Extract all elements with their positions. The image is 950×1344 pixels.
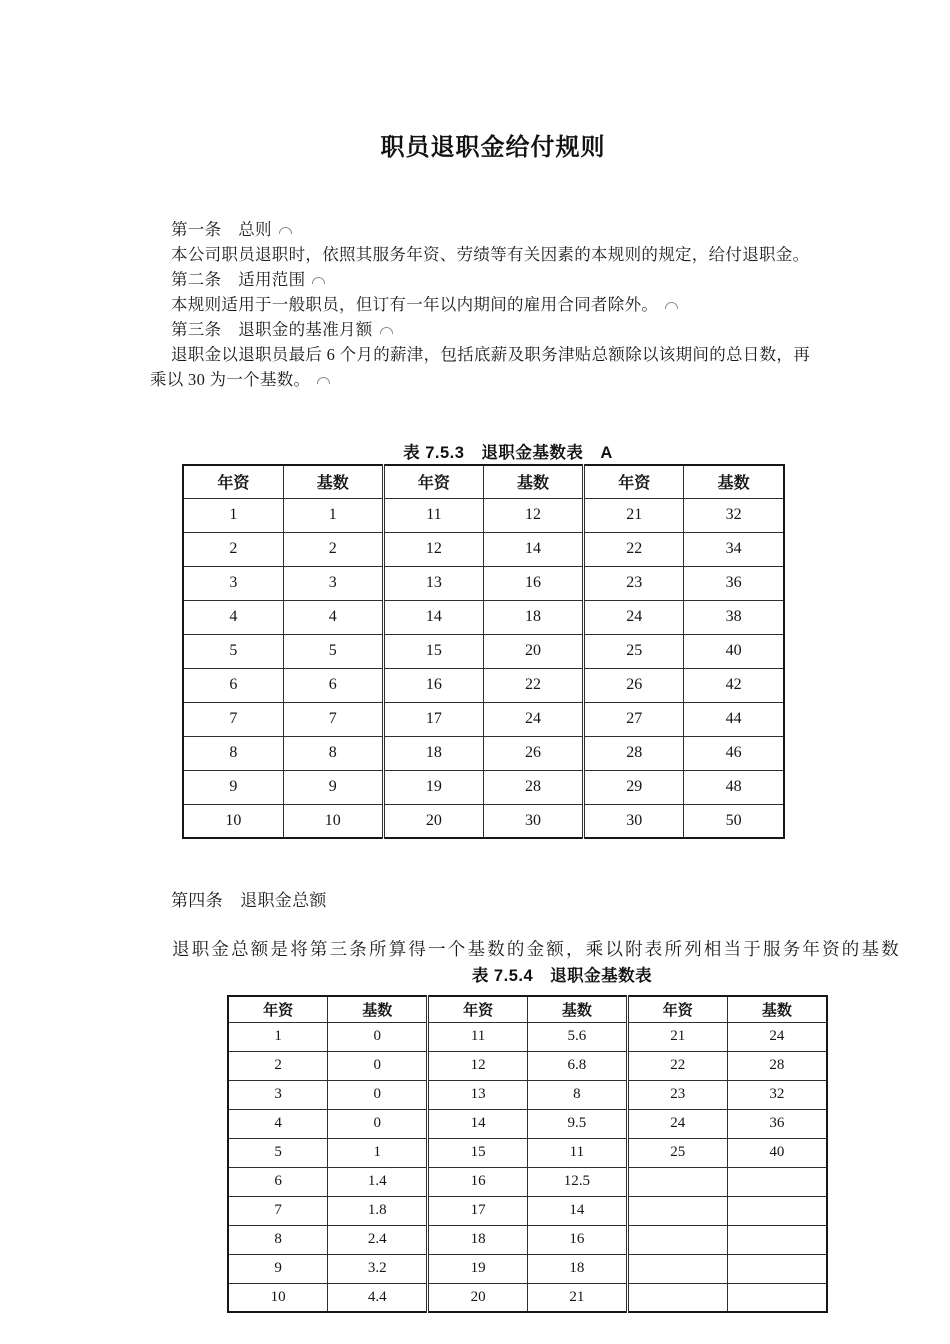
body-line <box>150 217 850 242</box>
data-cell: 1.4 <box>328 1167 428 1196</box>
data-cell: 12 <box>383 532 483 566</box>
data-cell: 0 <box>328 1109 428 1138</box>
table-row <box>228 1254 827 1283</box>
data-cell: 4 <box>228 1109 328 1138</box>
table-row <box>183 498 784 532</box>
data-cell: 16 <box>428 1167 528 1196</box>
body-line-text: 第一条 总则 <box>171 220 272 239</box>
header-cell: 基数 <box>483 465 583 498</box>
retirement-base-table-a <box>182 464 785 839</box>
table-row <box>183 770 784 804</box>
data-cell: 24 <box>483 702 583 736</box>
data-cell: 16 <box>483 566 583 600</box>
data-cell: 36 <box>727 1109 827 1138</box>
body-line <box>150 317 850 342</box>
data-cell: 9 <box>228 1254 328 1283</box>
data-cell: 1 <box>228 1022 328 1051</box>
data-cell: 6 <box>183 668 283 702</box>
body-line <box>150 242 850 267</box>
data-cell: 13 <box>383 566 483 600</box>
data-cell: 22 <box>627 1051 727 1080</box>
data-cell: 15 <box>383 634 483 668</box>
paragraph-block <box>150 217 850 392</box>
data-cell: 6 <box>283 668 383 702</box>
table1-caption: 表 7.5.3 退职金基数表 A <box>403 444 613 462</box>
data-cell: 16 <box>527 1225 627 1254</box>
section4-paragraph: 退职金总额是将第三条所算得一个基数的金额，乘以附表所列相当于服务年资的基数 <box>172 939 901 959</box>
header-cell: 年资 <box>183 465 283 498</box>
data-cell: 3.2 <box>328 1254 428 1283</box>
table-row <box>228 1138 827 1167</box>
data-cell: 5 <box>283 634 383 668</box>
data-cell: 14 <box>527 1196 627 1225</box>
header-cell: 年资 <box>584 465 684 498</box>
data-cell: 21 <box>584 498 684 532</box>
data-cell: 19 <box>383 770 483 804</box>
data-cell: 46 <box>684 736 784 770</box>
table-row <box>183 804 784 838</box>
data-cell: 32 <box>684 498 784 532</box>
data-cell: 3 <box>183 566 283 600</box>
data-cell: 6 <box>228 1167 328 1196</box>
data-cell: 27 <box>584 702 684 736</box>
data-cell: 20 <box>483 634 583 668</box>
table-header-row <box>228 996 827 1022</box>
data-cell: 18 <box>483 600 583 634</box>
header-cell: 年资 <box>428 996 528 1022</box>
table2-caption: 表 7.5.4 退职金基数表 <box>471 967 653 985</box>
data-cell: 36 <box>684 566 784 600</box>
return-mark-icon <box>665 302 678 309</box>
body-line-text: 退职金以退职员最后 6 个月的薪津，包括底薪及职务津贴总额除以该期间的总日数，再 <box>171 345 810 364</box>
data-cell <box>727 1225 827 1254</box>
table-row <box>228 1167 827 1196</box>
data-cell: 8 <box>183 736 283 770</box>
header-cell: 年资 <box>383 465 483 498</box>
data-cell <box>727 1167 827 1196</box>
table-row <box>183 702 784 736</box>
table-row <box>228 1225 827 1254</box>
body-line-text: 本规则适用于一般职员，但订有一年以内期间的雇用合同者除外。 <box>171 295 659 314</box>
table-row <box>228 1080 827 1109</box>
body-line <box>150 267 850 292</box>
data-cell: 2 <box>183 532 283 566</box>
table-row <box>228 1196 827 1225</box>
data-cell <box>627 1283 727 1312</box>
data-cell: 1 <box>183 498 283 532</box>
table-row <box>183 600 784 634</box>
data-cell: 40 <box>684 634 784 668</box>
data-cell: 17 <box>428 1196 528 1225</box>
data-cell: 19 <box>428 1254 528 1283</box>
data-cell: 0 <box>328 1051 428 1080</box>
body-line <box>150 367 850 392</box>
data-cell: 14 <box>483 532 583 566</box>
table-row <box>183 532 784 566</box>
data-cell: 28 <box>483 770 583 804</box>
data-cell: 13 <box>428 1080 528 1109</box>
data-cell: 11 <box>383 498 483 532</box>
data-cell: 26 <box>584 668 684 702</box>
header-cell: 基数 <box>527 996 627 1022</box>
data-cell: 24 <box>627 1109 727 1138</box>
data-cell: 20 <box>428 1283 528 1312</box>
data-cell: 25 <box>584 634 684 668</box>
data-cell: 7 <box>228 1196 328 1225</box>
data-cell: 20 <box>383 804 483 838</box>
data-cell: 0 <box>328 1022 428 1051</box>
data-cell: 5 <box>228 1138 328 1167</box>
data-cell: 3 <box>228 1080 328 1109</box>
data-cell: 9 <box>183 770 283 804</box>
data-cell: 44 <box>684 702 784 736</box>
table-row <box>183 566 784 600</box>
data-cell: 38 <box>684 600 784 634</box>
data-cell: 14 <box>428 1109 528 1138</box>
data-cell: 22 <box>584 532 684 566</box>
data-cell: 8 <box>283 736 383 770</box>
table-header-row <box>183 465 784 498</box>
data-cell: 50 <box>684 804 784 838</box>
return-mark-icon <box>380 327 393 334</box>
data-cell: 18 <box>527 1254 627 1283</box>
data-cell <box>627 1196 727 1225</box>
data-cell: 4 <box>183 600 283 634</box>
data-cell <box>627 1254 727 1283</box>
header-cell: 年资 <box>228 996 328 1022</box>
data-cell: 9 <box>283 770 383 804</box>
header-cell: 基数 <box>727 996 827 1022</box>
table-row <box>228 1051 827 1080</box>
data-cell: 8 <box>527 1080 627 1109</box>
table-row <box>183 736 784 770</box>
data-cell <box>727 1254 827 1283</box>
section4-heading: 第四条 退职金总额 <box>171 891 327 910</box>
data-cell: 7 <box>283 702 383 736</box>
table-row <box>228 1022 827 1051</box>
header-cell: 年资 <box>627 996 727 1022</box>
data-cell: 2 <box>283 532 383 566</box>
data-cell: 11 <box>428 1022 528 1051</box>
data-cell: 12 <box>428 1051 528 1080</box>
data-cell: 8 <box>228 1225 328 1254</box>
data-cell: 21 <box>627 1022 727 1051</box>
data-cell: 30 <box>584 804 684 838</box>
data-cell: 48 <box>684 770 784 804</box>
header-cell: 基数 <box>283 465 383 498</box>
data-cell: 26 <box>483 736 583 770</box>
retirement-base-table <box>227 995 828 1313</box>
header-cell: 基数 <box>684 465 784 498</box>
table-row <box>183 634 784 668</box>
body-line-text: 本公司职员退职时，依照其服务年资、劳绩等有关因素的本规则的规定，给付退职金。 <box>171 245 810 264</box>
data-cell: 32 <box>727 1080 827 1109</box>
data-cell: 5 <box>183 634 283 668</box>
data-cell <box>627 1225 727 1254</box>
data-cell: 40 <box>727 1138 827 1167</box>
data-cell: 7 <box>183 702 283 736</box>
body-line-text: 第三条 退职金的基准月额 <box>171 320 373 339</box>
body-line <box>150 342 850 367</box>
data-cell: 17 <box>383 702 483 736</box>
data-cell: 18 <box>428 1225 528 1254</box>
data-cell: 28 <box>584 736 684 770</box>
data-cell: 6.8 <box>527 1051 627 1080</box>
data-cell: 11 <box>527 1138 627 1167</box>
data-cell: 21 <box>527 1283 627 1312</box>
data-cell: 14 <box>383 600 483 634</box>
return-mark-icon <box>312 277 325 284</box>
body-line <box>150 292 850 317</box>
data-cell: 28 <box>727 1051 827 1080</box>
data-cell: 23 <box>627 1080 727 1109</box>
data-cell: 10 <box>228 1283 328 1312</box>
data-cell: 34 <box>684 532 784 566</box>
document-title: 职员退职金给付规则 <box>380 134 606 161</box>
return-mark-icon <box>279 227 292 234</box>
data-cell: 5.6 <box>527 1022 627 1051</box>
data-cell: 3 <box>283 566 383 600</box>
data-cell: 18 <box>383 736 483 770</box>
data-cell: 1 <box>283 498 383 532</box>
data-cell <box>727 1196 827 1225</box>
data-cell <box>627 1167 727 1196</box>
data-cell: 29 <box>584 770 684 804</box>
return-mark-icon <box>317 377 330 384</box>
data-cell: 2 <box>228 1051 328 1080</box>
data-cell: 2.4 <box>328 1225 428 1254</box>
table-row <box>228 1109 827 1138</box>
data-cell: 30 <box>483 804 583 838</box>
data-cell: 10 <box>183 804 283 838</box>
header-cell: 基数 <box>328 996 428 1022</box>
data-cell: 25 <box>627 1138 727 1167</box>
data-cell: 42 <box>684 668 784 702</box>
data-cell: 22 <box>483 668 583 702</box>
data-cell: 1 <box>328 1138 428 1167</box>
data-cell: 24 <box>727 1022 827 1051</box>
data-cell: 16 <box>383 668 483 702</box>
body-line-text: 第二条 适用范围 <box>171 270 306 289</box>
data-cell: 12 <box>483 498 583 532</box>
body-line-text: 乘以 30 为一个基数。 <box>150 370 311 389</box>
data-cell: 12.5 <box>527 1167 627 1196</box>
table-row <box>228 1283 827 1312</box>
data-cell <box>727 1283 827 1312</box>
data-cell: 1.8 <box>328 1196 428 1225</box>
data-cell: 4 <box>283 600 383 634</box>
table-row <box>183 668 784 702</box>
data-cell: 4.4 <box>328 1283 428 1312</box>
data-cell: 10 <box>283 804 383 838</box>
data-cell: 0 <box>328 1080 428 1109</box>
data-cell: 23 <box>584 566 684 600</box>
data-cell: 24 <box>584 600 684 634</box>
data-cell: 9.5 <box>527 1109 627 1138</box>
data-cell: 15 <box>428 1138 528 1167</box>
